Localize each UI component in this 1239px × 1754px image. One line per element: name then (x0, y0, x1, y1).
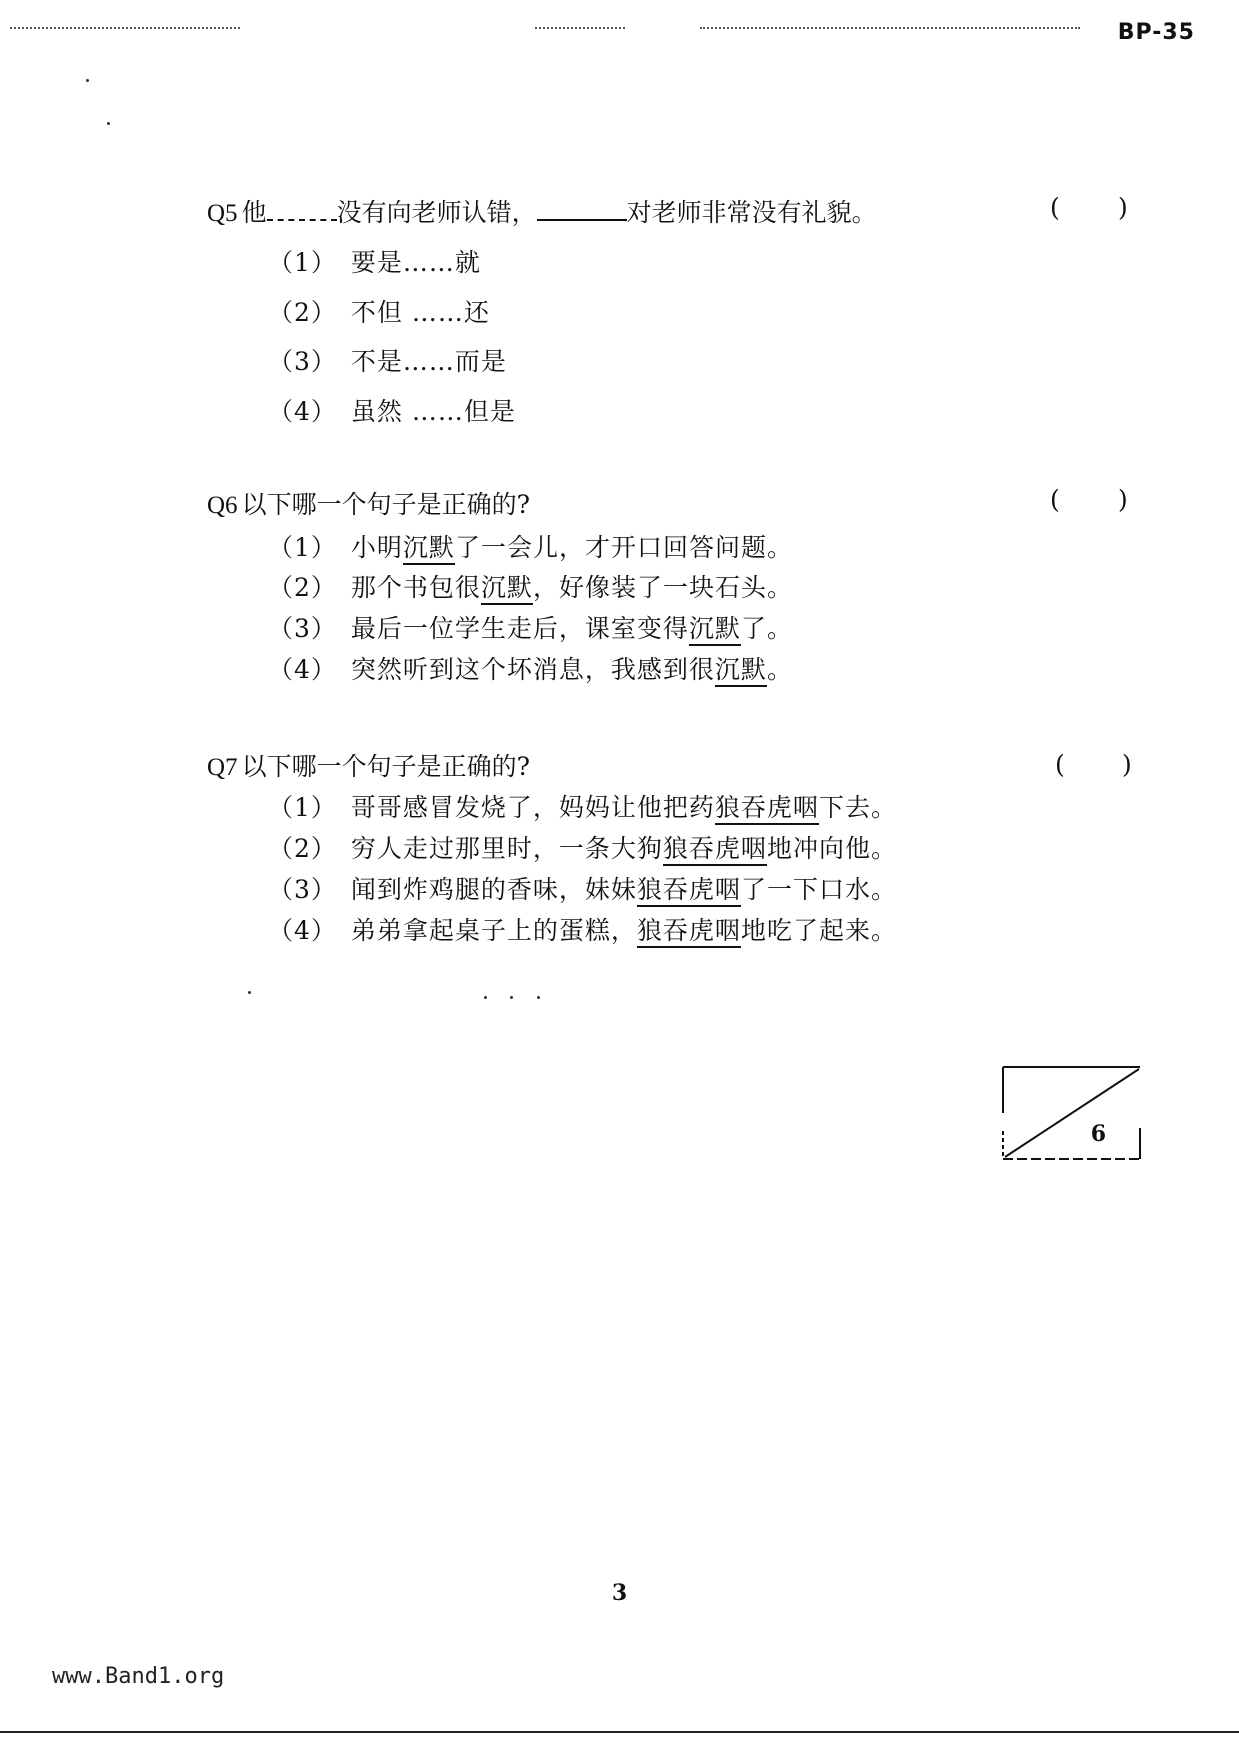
option-number: （1） (268, 793, 337, 822)
option-number: （2） (268, 573, 337, 602)
option-item[interactable] (268, 293, 490, 329)
option-number: （2） (268, 834, 337, 863)
option-text: 虽然 ……但是 (350, 397, 516, 426)
underlined-word: 狼吞虎咽 (637, 875, 741, 907)
option-item[interactable] (268, 342, 507, 378)
answer-bracket-close: ) (1118, 193, 1128, 222)
option-item[interactable] (268, 870, 897, 906)
scan-speck (107, 122, 110, 125)
bottom-rule (0, 1731, 1239, 1733)
underlined-word: 沉默 (481, 573, 533, 605)
option-item[interactable] (268, 829, 897, 865)
option-text-post: 地冲向他。 (766, 834, 897, 863)
option-item[interactable] (268, 528, 793, 564)
answer-blank[interactable] (267, 199, 337, 221)
option-text-pre: 最后一位学生走后，课室变得 (350, 614, 689, 643)
option-text: 不但 ……还 (350, 298, 490, 327)
option-item[interactable] (268, 788, 897, 824)
answer-bracket-open: ( (1050, 485, 1060, 514)
question-stem-part: 对老师非常没有礼貌。 (626, 198, 877, 227)
option-text-pre: 闻到炸鸡腿的香味，妹妹 (350, 875, 637, 904)
question-stem-part: 没有向老师认错， (336, 198, 537, 227)
option-text: 要是……就 (350, 248, 481, 277)
option-item[interactable] (268, 392, 516, 428)
option-text: 不是……而是 (350, 347, 507, 376)
question-q6 (207, 485, 530, 521)
underlined-word: 狼吞虎咽 (637, 916, 741, 948)
option-number: （4） (268, 916, 337, 945)
option-item[interactable] (268, 568, 793, 604)
question-number: Q5 (207, 200, 238, 227)
question-number: Q6 (207, 492, 238, 519)
option-number: （4） (268, 655, 337, 684)
option-text-pre: 哥哥感冒发烧了，妈妈让他把药 (350, 793, 715, 822)
option-text-post: 了一下口水。 (740, 875, 897, 904)
question-stem: 以下哪一个句子是正确的? (241, 752, 530, 781)
question-stem-part: 他 (241, 198, 267, 227)
answer-bracket-close: ) (1122, 750, 1132, 779)
option-text-post: 地吃了起来。 (740, 916, 897, 945)
scan-speck (537, 996, 540, 999)
scan-speck (248, 991, 251, 994)
score-total: 6 (1090, 1121, 1106, 1147)
option-text-pre: 突然听到这个坏消息，我感到很 (350, 655, 715, 684)
option-number: （1） (268, 533, 337, 562)
answer-blank[interactable] (537, 199, 627, 221)
option-text-pre: 那个书包很 (350, 573, 481, 602)
answer-bracket-close: ) (1118, 485, 1128, 514)
underlined-word: 狼吞虎咽 (663, 834, 767, 866)
top-dotted-rule-right (700, 27, 1080, 29)
option-text-post: 。 (766, 655, 793, 684)
page-number: 3 (611, 1580, 628, 1606)
question-q5 (207, 193, 877, 229)
option-text-post: 了。 (740, 614, 793, 643)
option-number: （3） (268, 614, 337, 643)
footer-website: www.Band1.org (52, 1664, 225, 1689)
option-text-pre: 穷人走过那里时，一条大狗 (350, 834, 663, 863)
question-number: Q7 (207, 754, 238, 781)
option-number: （2） (268, 298, 337, 327)
score-box-frame (1001, 1063, 1144, 1163)
scan-speck (86, 79, 89, 82)
question-stem: 以下哪一个句子是正确的? (241, 490, 530, 519)
option-text-pre: 弟弟拿起桌子上的蛋糕， (350, 916, 637, 945)
question-q7 (207, 747, 530, 783)
answer-bracket-open: ( (1055, 750, 1065, 779)
option-item[interactable] (268, 609, 793, 645)
paper-code: BP-35 (1117, 20, 1195, 45)
scan-speck (510, 996, 513, 999)
option-number: （1） (268, 248, 337, 277)
option-number: （3） (268, 875, 337, 904)
scan-speck (484, 996, 487, 999)
underlined-word: 沉默 (403, 533, 455, 565)
option-text-post: 了一会儿，才开口回答问题。 (454, 533, 793, 562)
top-dotted-rule-mid (535, 27, 625, 29)
option-number: （4） (268, 397, 337, 426)
option-text-post: 下去。 (818, 793, 897, 822)
option-text-pre: 小明 (350, 533, 403, 562)
option-text-post: ，好像装了一块石头。 (532, 573, 793, 602)
option-item[interactable] (268, 911, 897, 947)
score-box (1001, 1063, 1144, 1163)
answer-bracket-open: ( (1050, 193, 1060, 222)
underlined-word: 沉默 (715, 655, 767, 687)
option-item[interactable] (268, 243, 481, 279)
underlined-word: 沉默 (689, 614, 741, 646)
top-dotted-rule-left (10, 27, 240, 29)
option-number: （3） (268, 347, 337, 376)
underlined-word: 狼吞虎咽 (715, 793, 819, 825)
option-item[interactable] (268, 650, 793, 686)
